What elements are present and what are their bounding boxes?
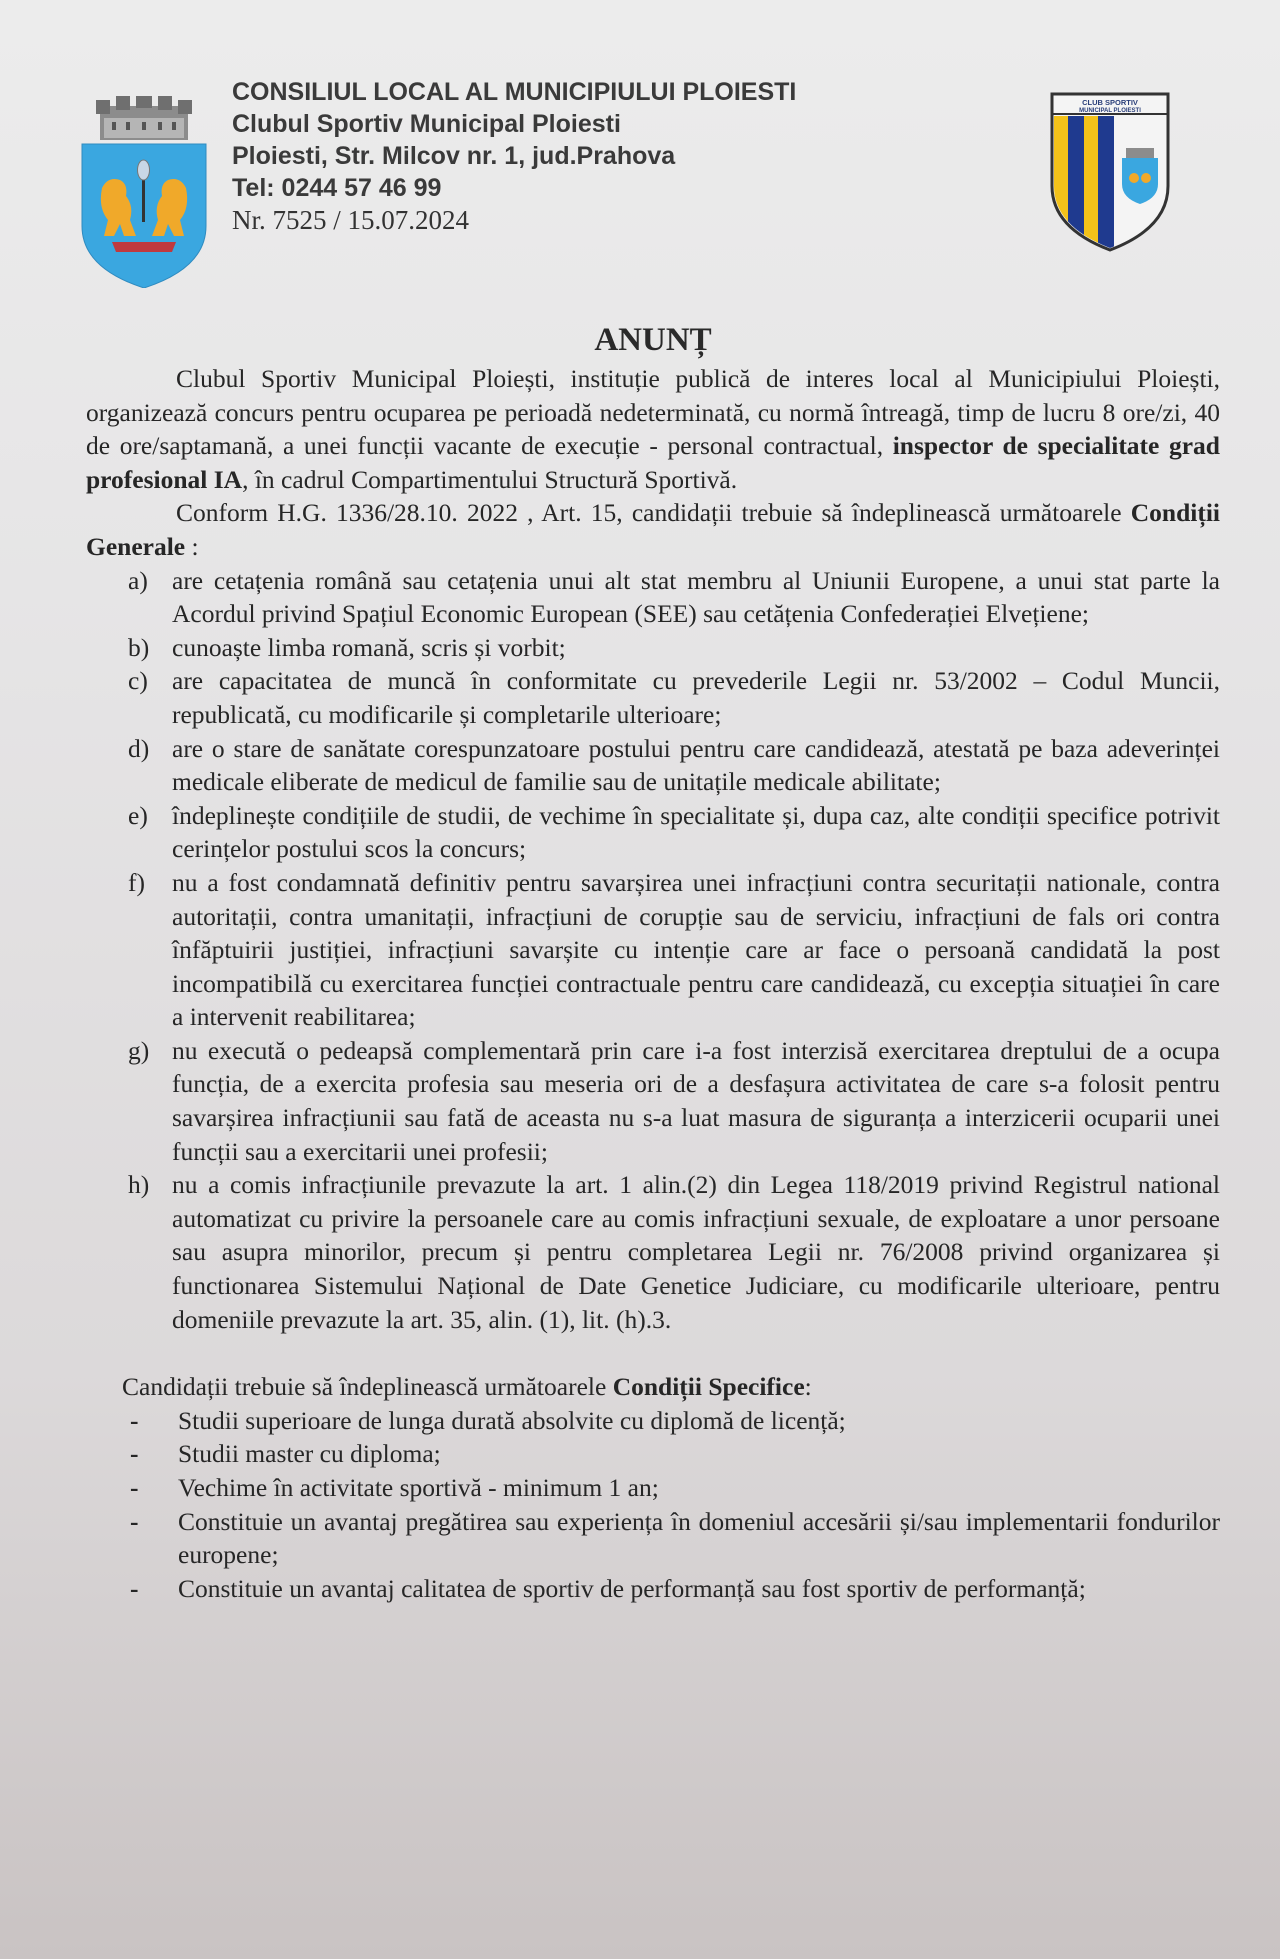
list-item-text: nu a fost condamnată definitiv pentru savarșirea unei infracțiuni contra securitații nationale, contra autoritații, contra umanitații, infracțiuni de corupție sau de serviciu, infracțiuni de fals ori contra înfăptuirii justiției, infracțiuni savarșite cu intenție care ar face o persoană candidată la post incompatibilă cu exercitarea funcției contractuale pentru care candidează, cu excepția situației în care a intervenit reabilitarea; xyxy=(172,867,1220,1032)
list-item-text: Studii master cu diploma; xyxy=(178,1439,441,1469)
list-item xyxy=(86,799,1220,866)
announcement-title: ANUNȚ xyxy=(594,322,712,358)
crest-text-line1: CLUB SPORTIV xyxy=(1082,98,1138,107)
list-marker: - xyxy=(130,1405,139,1435)
letterhead-phone: Tel: 0244 57 46 99 xyxy=(232,174,442,202)
list-item xyxy=(86,1034,1220,1168)
letterhead-council-name: CONSILIUL LOCAL AL MUNICIPIULUI PLOIESTI xyxy=(232,78,797,106)
specific-conditions-intro xyxy=(86,1370,1220,1404)
list-marker: - xyxy=(130,1573,139,1603)
list-item-text: îndeplinește condițiile de studii, de vechime în specialitate și, dupa caz, alte condiții specifice potrivit cerințelor postului scos la concurs; xyxy=(172,800,1220,864)
list-item-text: nu execută o pedeapsă complementară prin care i-a fost interzisă exercitarea dreptului de a ocupa funcția, de a exercita profesia sau meseria ori de a desfașura activitatea de care s-a folosit pentru savarșirea infracțiunii sau fată de aceasta nu s-a luat masura de siguranța a interzicerii ocuparii unei funcții sau a exercitarii unei profesii; xyxy=(172,1035,1220,1166)
list-item-text: are cetațenia română sau cetațenia unui alt stat membru al Uniunii Europene, a unui stat parte la Acordul privind Spațiul Economic European (SEE) sau cetățenia Confederației Elvețiene; xyxy=(172,565,1220,629)
list-item-text: are capacitatea de muncă în conformitate cu prevederile Legii nr. 53/2002 – Codul Muncii, republicată, cu modificarile și completarile ulterioare; xyxy=(172,666,1220,729)
announcement-body xyxy=(86,318,1220,1605)
general-conditions-heading: Condiții Generale xyxy=(86,498,1220,561)
list-item xyxy=(86,732,1220,799)
list-item-text: nu a comis infracțiunile prevazute la art. 1 alin.(2) din Legea 118/2019 privind Registrul national automatizat cu privire la persoanele care au comis infracțiuni sexuale, de exploatare a unor persoane sau asupra minorilor, precum și pentru completarea Legii nr. 76/2008 privind organizarea și functionarea Sistemului Național de Date Genetice Judiciare, cu modificarile ulterioare, pentru domeniile prevazute la art. 35, alin. (1), lit. (h).3. xyxy=(172,1170,1220,1334)
list-item xyxy=(86,1404,1220,1438)
list-item-text: Studii superioare de lunga durată absolvite cu diplomă de licență; xyxy=(178,1405,846,1435)
list-marker: d) xyxy=(128,733,150,763)
list-item xyxy=(86,1572,1220,1606)
list-item xyxy=(86,1471,1220,1505)
list-marker: e) xyxy=(128,800,148,830)
list-item xyxy=(86,631,1220,665)
list-item-text: cunoaște limba romană, scris și vorbit; xyxy=(172,632,566,662)
list-marker: f) xyxy=(128,867,145,897)
intro-text: Clubul Sportiv Municipal Ploiești, instituție publică de interes local al Municipiului Ploiești, organizează concurs pentru ocuparea pe perioadă nedeterminată, cu normă întreagă, timp de lucru 8 ore/zi, 40 de ore/saptamană, a unei funcții vacante de execuție - personal contractual, xyxy=(86,364,1220,461)
letterhead-club-name: Clubul Sportiv Municipal Ploiesti xyxy=(232,110,621,138)
list-marker: g) xyxy=(128,1035,150,1065)
list-item xyxy=(86,1437,1220,1471)
list-item-text: Constituie un avantaj pregătirea sau experiența în domeniul accesării și/sau implementarii fondurilor europene; xyxy=(178,1506,1220,1570)
club-sportiv-crest-icon xyxy=(1046,90,1174,252)
list-marker: - xyxy=(130,1439,139,1469)
general-conditions-lead: Conform H.G. 1336/28.10. 2022 , Art. 15, candidații trebuie să îndeplinească următoarele xyxy=(176,498,1131,528)
intro-paragraph xyxy=(86,362,1220,496)
specific-conditions-list xyxy=(86,1404,1220,1606)
list-marker: h) xyxy=(128,1170,150,1200)
list-marker: a) xyxy=(128,565,148,595)
specific-conditions-colon: : xyxy=(804,1372,812,1402)
list-marker: c) xyxy=(128,666,148,696)
ploiesti-coat-of-arms-icon xyxy=(78,96,210,288)
list-item-text: Vechime în activitate sportivă - minimum 1 an; xyxy=(178,1473,659,1502)
specific-conditions-lead: Candidații trebuie să îndeplinească următoarele xyxy=(122,1372,613,1402)
list-marker: - xyxy=(130,1473,139,1502)
list-marker: - xyxy=(130,1506,139,1536)
list-item xyxy=(86,866,1220,1034)
list-item-text: Constituie un avantaj calitatea de sportiv de performanță sau fost sportiv de performanță; xyxy=(178,1573,1086,1603)
letterhead xyxy=(232,76,796,236)
list-item-text: are o stare de sanătate corespunzatoare postului pentru care candidează, atestată pe baza adeverinței medicale eliberate de medicul de familie sau de unitațile medicale abilitate; xyxy=(172,733,1220,797)
specific-conditions-heading: Condiții Specifice xyxy=(612,1372,805,1402)
crest-text-line2: MUNICIPAL PLOIESTI xyxy=(1079,108,1141,114)
general-conditions-list xyxy=(86,564,1220,1337)
document-reference-number: Nr. 7525 / 15.07.2024 xyxy=(232,205,470,235)
list-item xyxy=(86,564,1220,631)
job-title: inspector de specialitate grad profesional IA xyxy=(86,431,1220,494)
general-conditions-intro xyxy=(86,496,1220,563)
list-marker: b) xyxy=(128,632,150,662)
general-conditions-colon: : xyxy=(185,531,199,561)
list-item xyxy=(86,664,1220,731)
letterhead-address: Ploiesti, Str. Milcov nr. 1, jud.Prahova xyxy=(232,142,676,170)
intro-text-end: , în cadrul Compartimentului Structură Sportivă. xyxy=(242,464,738,494)
list-item xyxy=(86,1168,1220,1336)
list-item xyxy=(86,1505,1220,1572)
